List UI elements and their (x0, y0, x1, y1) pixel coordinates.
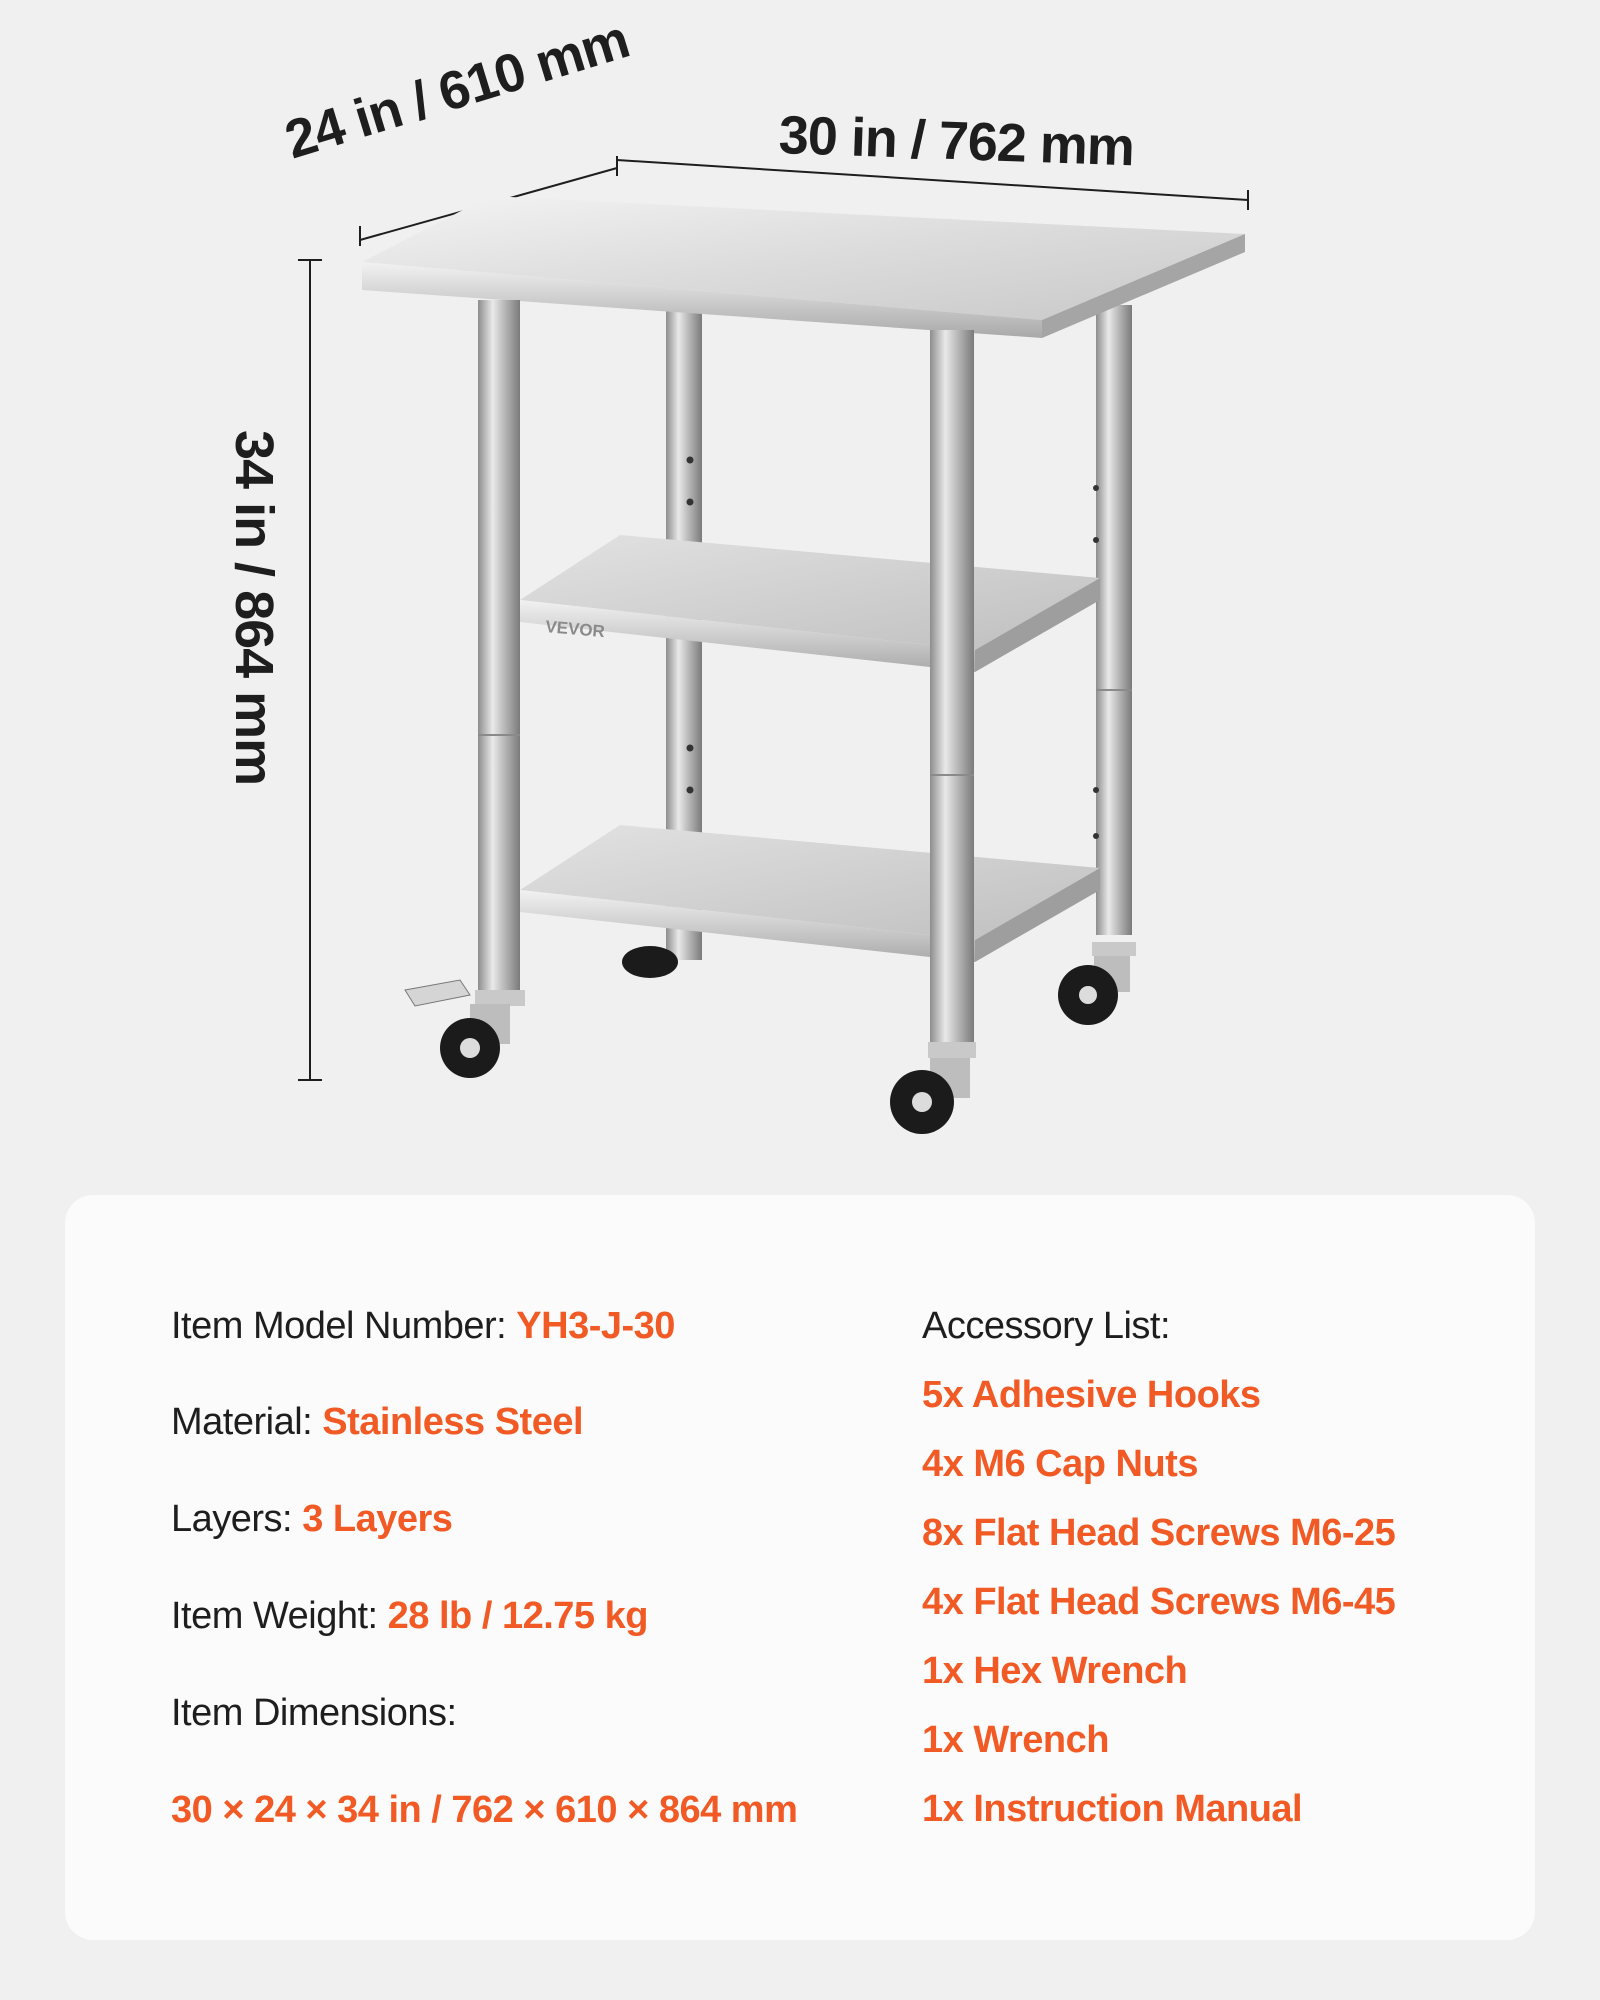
dimensions-label: Item Dimensions: (171, 1692, 457, 1734)
layers-row (171, 1498, 452, 1541)
middle-shelf (520, 535, 1100, 672)
brand-logo: VEVOR (544, 617, 606, 642)
model-number-label: Item Model Number: (171, 1305, 507, 1347)
layers-value: 3 Layers (302, 1498, 453, 1540)
layers-label: Layers: (171, 1498, 293, 1540)
height-dimension-label: 34 in / 864 mm (224, 430, 284, 786)
weight-value: 28 lb / 12.75 kg (387, 1595, 648, 1637)
depth-dimension-label: 24 in / 610 mm (278, 9, 636, 171)
bottom-shelf (520, 825, 1100, 962)
accessory-item: 1x Wrench (922, 1719, 1109, 1761)
material-value: Stainless Steel (322, 1401, 584, 1443)
accessory-item: 1x Instruction Manual (922, 1788, 1303, 1830)
accessory-item: 5x Adhesive Hooks (922, 1374, 1261, 1416)
material-label: Material: (171, 1401, 313, 1443)
model-number-value: YH3-J-30 (516, 1305, 675, 1347)
weight-label: Item Weight: (171, 1595, 378, 1637)
width-dimension-label: 30 in / 762 mm (777, 104, 1135, 178)
weight-row (171, 1595, 648, 1638)
accessory-item: 1x Hex Wrench (922, 1650, 1188, 1692)
dimensions-value-row (171, 1789, 797, 1832)
dimensions-row (171, 1692, 457, 1735)
material-row (171, 1401, 583, 1444)
specifications-card (65, 1195, 1535, 1940)
accessory-item: 8x Flat Head Screws M6-25 (922, 1512, 1396, 1554)
accessory-item: 4x M6 Cap Nuts (922, 1443, 1198, 1485)
accessory-item: 4x Flat Head Screws M6-45 (922, 1581, 1396, 1623)
model-number-row (171, 1305, 675, 1348)
accessory-list-title: Accessory List: (922, 1305, 1171, 1347)
dimensions-value: 30 × 24 × 34 in / 762 × 610 × 864 mm (171, 1789, 798, 1831)
